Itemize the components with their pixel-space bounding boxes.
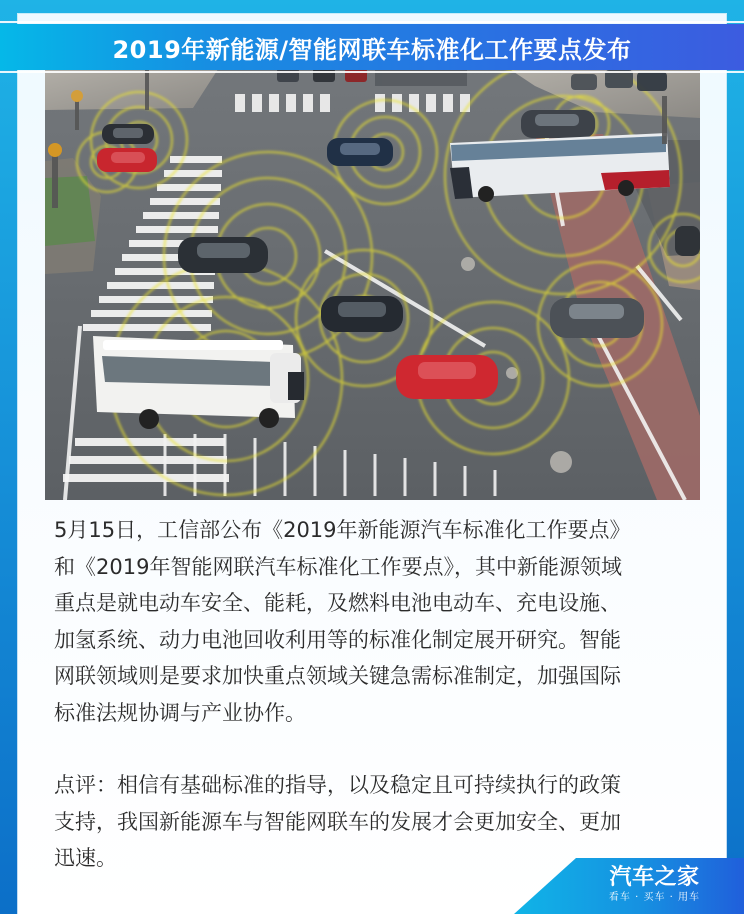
paragraph-line: 网联领域则是要求加快重点领域关键急需标准制定，加强国际 (54, 664, 621, 688)
page-title: 2019年新能源/智能网联车标准化工作要点发布 (112, 35, 632, 64)
connected-vehicle-photo (45, 66, 700, 500)
article-content (54, 512, 694, 877)
paragraph-line: 和《2019年智能网联汽车标准化工作要点》，其中新能源领域 (54, 554, 622, 579)
paragraph-line: 5月15日，工信部公布《2019年新能源汽车标准化工作要点》 (54, 518, 631, 542)
brand-slogan: 看车 · 买车 · 用车 (608, 892, 700, 903)
autohome-logo-icon (609, 866, 700, 904)
title-banner (0, 24, 744, 70)
comment-line: 点评：相信有基础标准的指导，以及稳定且可持续执行的政策 (54, 773, 621, 797)
comment-line: 支持，我国新能源车与智能网联车的发展才会更加安全、更加 (54, 809, 621, 834)
article-paragraph-1 (54, 512, 694, 731)
paragraph-line: 加氢系统、动力电池回收利用等的标准化制定展开研究。智能 (54, 627, 621, 652)
brand-corner (514, 858, 744, 914)
paragraph-line: 重点是就电动车安全、能耗，及燃料电池电动车、充电设施、 (54, 591, 621, 615)
comment-line: 迅速。 (54, 846, 117, 870)
brand-name: 汽车之家 (609, 865, 700, 890)
intersection-illustration (45, 66, 700, 500)
paragraph-line: 标准法规协调与产业协作。 (54, 700, 306, 725)
